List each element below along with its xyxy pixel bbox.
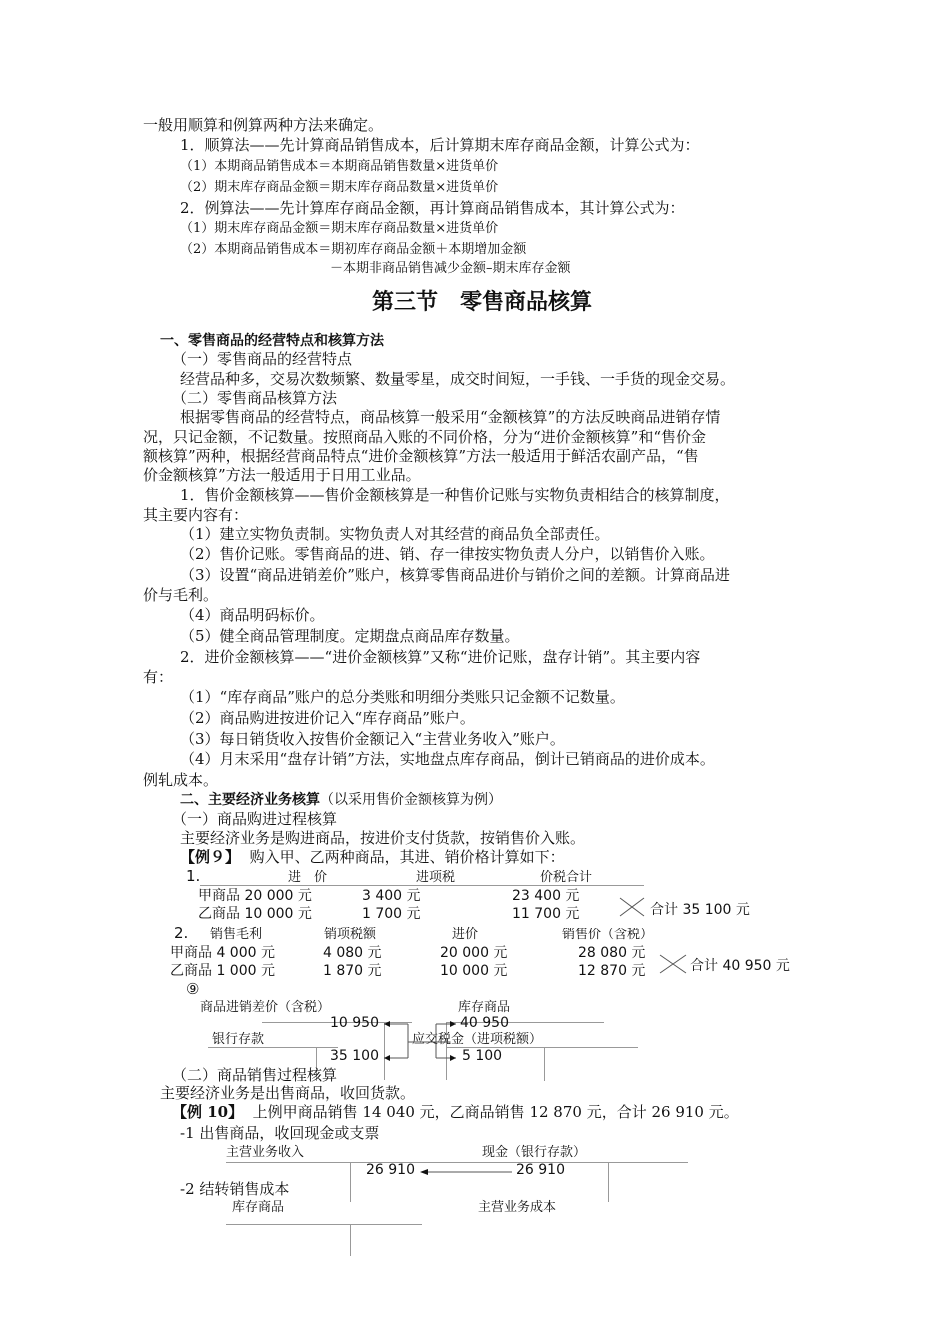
list-item: （5）健全商品管理制度。定期盘点商品库存数量。 xyxy=(180,627,520,645)
table-number: 2. xyxy=(174,924,189,942)
table-total: 合计 40 950 元 xyxy=(690,958,790,974)
list-item: （4）商品明码标价。 xyxy=(180,606,325,624)
account-value: 40 950 xyxy=(460,1015,509,1031)
step-line: -1 出售商品，收回现金或支票 xyxy=(180,1124,380,1142)
table-header: 销售毛利 xyxy=(210,927,263,942)
account-value: 5 100 xyxy=(462,1048,503,1064)
paragraph: 况，只记金额，不记数量。按照商品入账的不同价格，分为“进价金额核算”和“售价金 xyxy=(143,428,707,446)
paragraph: 其主要内容有： xyxy=(143,506,249,524)
text-line: 1．顺算法——先计算商品销售成本，后计算期末库存商品金额，计算公式为： xyxy=(180,136,700,154)
table-header: 进 价 xyxy=(288,870,328,885)
account-label: 现金（银行存款） xyxy=(482,1145,587,1160)
list-item: （3）每日销货收入按售价金额记入“主营业务收入”账户。 xyxy=(180,730,565,748)
table-cell: 甲商品 4 000 元 xyxy=(170,945,275,961)
paragraph: 根据零售商品的经营特点，商品核算一般采用“金额核算”的方法反映商品进销存情 xyxy=(180,408,721,426)
table-cell: 23 400 元 xyxy=(512,888,580,904)
circled-number: ⑨ xyxy=(186,980,200,998)
text-line: 一般用顺算和例算两种方法来确定。 xyxy=(143,116,384,134)
list-item: 例轧成本。 xyxy=(143,771,219,789)
account-value: 26 910 xyxy=(516,1162,565,1178)
example-label: 【例９】 xyxy=(180,848,241,866)
paragraph: 额核算”两种，根据经营商品特点“进价金额核算”方法一般适用于鲜活农副产品，“售 xyxy=(143,447,699,465)
table-header: 销项税额 xyxy=(324,927,377,942)
table-header: 价税合计 xyxy=(540,870,593,885)
table-cell: 12 870 元 xyxy=(578,963,646,979)
arrow-head xyxy=(450,1021,456,1027)
table-cell: 1 700 元 xyxy=(362,906,421,922)
list-item: （3）设置“商品进销差价”账户，核算零售商品进价与销价之间的差额。计算商品进 xyxy=(180,566,730,584)
table-cell: 11 700 元 xyxy=(512,906,580,922)
account-label: 主营业务成本 xyxy=(478,1200,557,1215)
paragraph: 主要经济业务是购进商品，按进价支付货款，按销售价入账。 xyxy=(180,829,586,847)
arrow-head xyxy=(384,1021,390,1027)
table-number: 1. xyxy=(186,867,201,885)
text-line: （2）本期商品销售成本＝期初库存商品金额＋本期增加金额 xyxy=(180,242,527,257)
text-line: （2）期末库存商品金额＝期末库存商品数量×进货单价 xyxy=(180,180,499,195)
account-value: 26 910 xyxy=(366,1162,415,1178)
table-cell: 3 400 元 xyxy=(362,888,421,904)
paragraph: 有： xyxy=(143,668,174,686)
example-label: 【例 10】 xyxy=(172,1103,244,1121)
table-cell: 10 000 元 xyxy=(440,963,508,979)
table-cell: 20 000 元 xyxy=(440,945,508,961)
list-item: （4）月末采用“盘存计销”方法，实地盘点库存商品，倒计已销商品的进价成本。 xyxy=(180,750,715,768)
paragraph: 经营品种多，交易次数频繁、数量零星，成交时间短，一手钱、一手货的现金交易。 xyxy=(180,370,736,388)
account-value: 10 950 xyxy=(330,1015,379,1031)
arrow-head xyxy=(450,1055,456,1061)
table-cell: 4 080 元 xyxy=(323,945,382,961)
account-label: 主营业务收入 xyxy=(226,1145,305,1160)
account-label: 库存商品 xyxy=(232,1200,285,1215)
section-title: 第三节 零售商品核算 xyxy=(372,290,593,315)
list-item: （2）商品购进按进价记入“库存商品”账户。 xyxy=(180,709,475,727)
subheading: （一）零售商品的经营特点 xyxy=(172,350,353,368)
list-item: 价与毛利。 xyxy=(143,586,219,604)
account-label: 银行存款 xyxy=(212,1032,265,1047)
list-item: （2）售价记账。零售商品的进、销、存一律按实物负责人分户，以销售价入账。 xyxy=(180,545,715,563)
example-text: 购入甲、乙两种商品，其进、销价格计算如下： xyxy=(249,848,565,866)
text-line: －本期非商品销售减少金额–期末库存金额 xyxy=(330,261,571,276)
list-item: （1）建立实物负责制。实物负责人对其经营的商品负全部责任。 xyxy=(180,525,610,543)
step-line: -2 结转销售成本 xyxy=(180,1180,290,1198)
text-line: 2．例算法——先计算库存商品金额，再计算商品销售成本，其计算公式为： xyxy=(180,199,685,217)
account-value: 35 100 xyxy=(330,1048,379,1064)
subheading: （二）商品销售过程核算 xyxy=(172,1066,338,1084)
paragraph: 价金额核算”方法一般适用于日用工业品。 xyxy=(143,466,421,484)
subheading: （二）零售商品核算方法 xyxy=(172,389,338,407)
table-cell: 乙商品 10 000 元 xyxy=(198,906,312,922)
paragraph: 主要经济业务是出售商品，收回货款。 xyxy=(160,1084,416,1102)
table-cell: 1 870 元 xyxy=(323,963,382,979)
text-line: （1）期末库存商品金额＝期末库存商品数量×进货单价 xyxy=(180,221,499,236)
paragraph: 1．售价金额核算——售价金额核算是一种售价记账与实物负责相结合的核算制度， xyxy=(180,486,730,504)
example-text: 上例甲商品销售 14 040 元，乙商品销售 12 870 元，合计 26 910 元。 xyxy=(252,1103,739,1121)
table-cell: 乙商品 1 000 元 xyxy=(170,963,275,979)
table-total: 合计 35 100 元 xyxy=(650,902,750,918)
table-cell: 28 080 元 xyxy=(578,945,646,961)
account-label: 库存商品 xyxy=(458,1000,511,1015)
list-item: （1）“库存商品”账户的总分类账和明细分类账只记金额不记数量。 xyxy=(180,688,625,706)
table-cell: 甲商品 20 000 元 xyxy=(198,888,312,904)
heading-main: 二、主要经济业务核算 xyxy=(180,792,320,808)
account-label: 商品进销差价（含税） xyxy=(200,1000,331,1015)
heading: 一、零售商品的经营特点和核算方法 xyxy=(160,333,384,349)
paragraph: 2．进价金额核算——“进价金额核算”又称“进价记账，盘存计销”。其主要内容 xyxy=(180,648,701,666)
subheading: （一）商品购进过程核算 xyxy=(172,810,338,828)
heading-paren: （以采用售价金额核算为例） xyxy=(320,792,502,808)
arrow-head xyxy=(384,1055,390,1061)
table-header: 进价 xyxy=(452,927,479,942)
table-header: 进项税 xyxy=(416,870,456,885)
text-line: （1）本期商品销售成本＝本期商品销售数量×进货单价 xyxy=(180,159,499,174)
table-header: 销售价（含税） xyxy=(562,928,654,941)
arrow-head xyxy=(420,1169,428,1175)
account-label: 应交税金（进项税额） xyxy=(412,1032,543,1047)
